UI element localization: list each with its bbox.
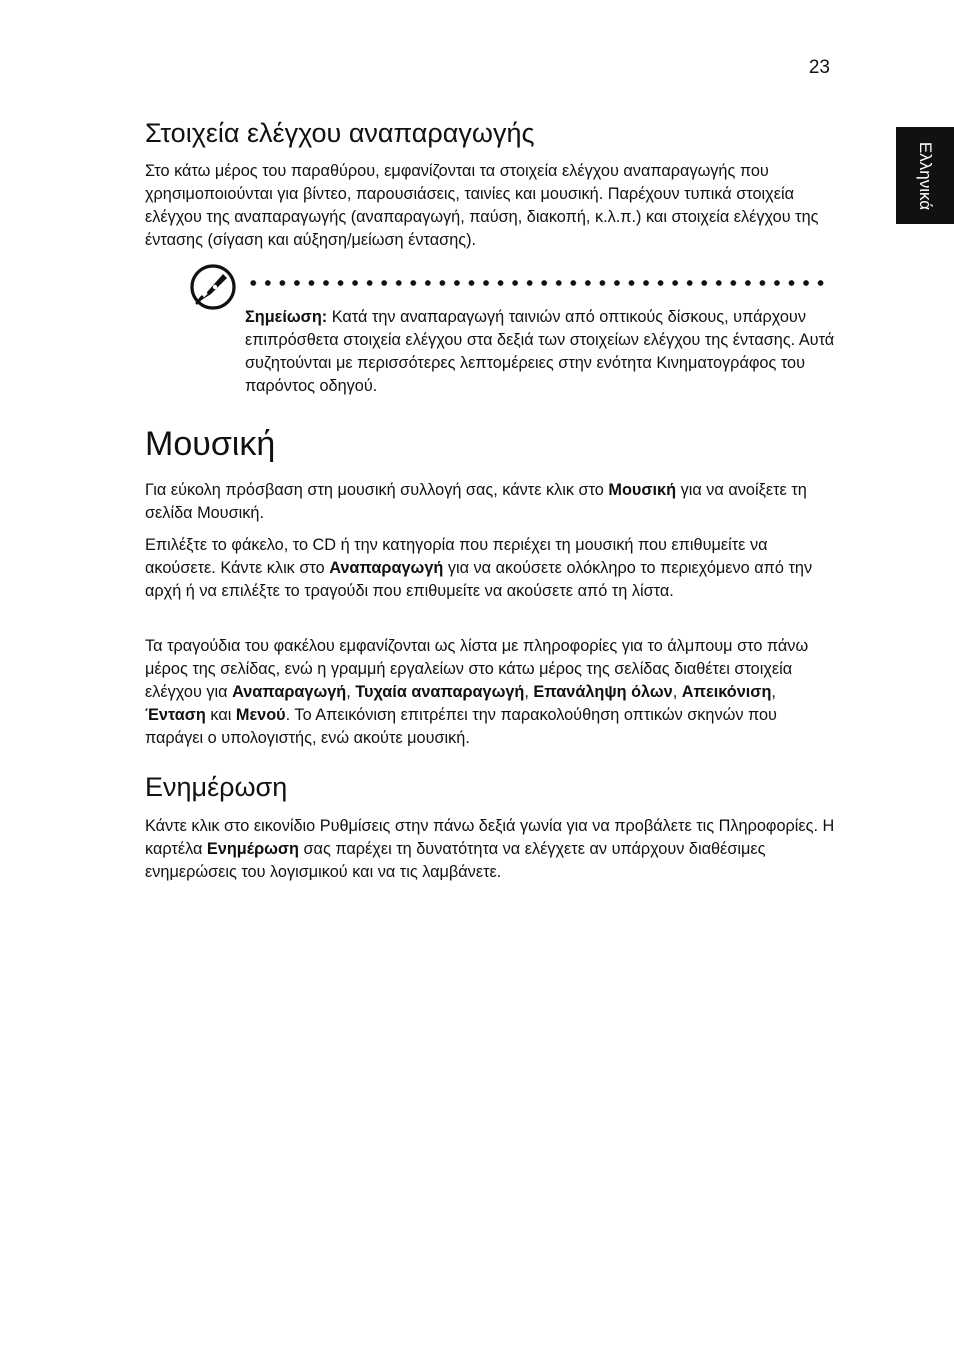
- text-run: Κάντε κλικ στο εικονίδιο Ρυθμίσεις στην πάνω δεξιά γωνία για να προβάλετε τις Πληροφορίες. Η καρτέλα: [145, 817, 835, 858]
- note-label: Σημείωση:: [245, 308, 328, 326]
- text-run: ,: [524, 683, 534, 701]
- text-run: για να ακούσετε ολόκληρο το περιεχόμενο από την αρχή ή να επιλέξτε το τραγούδι που επιθυμείτε να ακούσετε από τη λίστα.: [145, 559, 813, 600]
- bold-run: Απεικόνιση: [681, 683, 772, 701]
- text-run: . Το Απεικόνιση επιτρέπει την παρακολούθηση οπτικών σκηνών που παράγει ο υπολογιστής, ενώ ακούτε μουσική.: [145, 706, 777, 747]
- bold-run: Τυχαία αναπαραγωγή: [355, 683, 525, 701]
- language-tab: [896, 127, 954, 224]
- music-paragraph-2: [145, 534, 835, 603]
- text-run: σας παρέχει τη δυνατότητα να ελέγχετε αν υπάρχουν διαθέσιμες ενημερώσεις του λογισμικού και να τις λαμβάνετε.: [145, 840, 766, 881]
- playback-paragraph: Στο κάτω μέρος του παραθύρου, εμφανίζονται τα στοιχεία ελέγχου αναπαραγωγής που χρησιμοποιούνται για βίντεο, παρουσιάσεις, ταινίες και μουσική. Παρέχουν τυπικά στοιχεία ελέγχου της αναπαραγωγής (αναπαραγωγή, παύση, διακοπή, κ.λ.π.) και στοιχεία ελέγχου της έντασης (σίγαση και αύξηση/μείωση έντασης).: [145, 162, 819, 249]
- bold-run: Ένταση: [145, 706, 206, 724]
- note-text: [245, 306, 835, 398]
- section-heading-update: Ενημέρωση: [145, 772, 288, 802]
- section-heading-music: Μουσική: [145, 425, 276, 463]
- language-tab-label: Ελληνικά: [916, 141, 935, 210]
- text-run: για να ανοίξετε τη σελίδα Μουσική.: [145, 481, 807, 522]
- page-number: 23: [808, 57, 830, 78]
- bold-run: Αναπαραγωγή: [329, 559, 444, 577]
- text-run: Τα τραγούδια του φακέλου εμφανίζονται ως λίστα με πληροφορίες για το άλμπουμ στο πάνω μέρος της σελίδας, ενώ η γραμμή εργαλείων στο κάτω μέρος της σελίδας διαθέτει στοιχεία ελέγχου για: [145, 637, 809, 701]
- note-pen-icon: [189, 263, 237, 311]
- note-body: Κατά την αναπαραγωγή ταινιών από οπτικούς δίσκους, υπάρχουν επιπρόσθετα στοιχεία ελέγχου στα δεξιά των στοιχείων ελέγχου της έντασης. Αυτά συζητούνται με περισσότερες λεπτομέρειες στην ενότητα Κινηματογράφος του παρόντος οδηγού.: [245, 308, 835, 395]
- music-paragraph-3: [145, 635, 835, 750]
- section-heading-playback: Στοιχεία ελέγχου αναπαραγωγής: [145, 118, 535, 148]
- text-run: ,: [672, 683, 682, 701]
- text-run: Επιλέξτε το φάκελο, το CD ή την κατηγορία που περιέχει τη μουσική που επιθυμείτε να ακούσετε. Κάντε κλικ στο: [145, 536, 768, 577]
- text-run: Για εύκολη πρόσβαση στη μουσική συλλογή σας, κάντε κλικ στο: [145, 481, 609, 499]
- bold-run: Ενημέρωση: [206, 840, 299, 858]
- bold-run: Μενού: [235, 706, 286, 724]
- text-run: ,: [771, 683, 776, 701]
- note-dotted-divider: [246, 280, 832, 286]
- music-paragraph-1: [145, 479, 835, 525]
- update-paragraph: [145, 815, 835, 884]
- bold-run: Αναπαραγωγή: [232, 683, 347, 701]
- bold-run: Επανάληψη όλων: [533, 683, 673, 701]
- text-run: και: [205, 706, 236, 724]
- text-run: ,: [346, 683, 356, 701]
- bold-run: Μουσική: [608, 481, 677, 499]
